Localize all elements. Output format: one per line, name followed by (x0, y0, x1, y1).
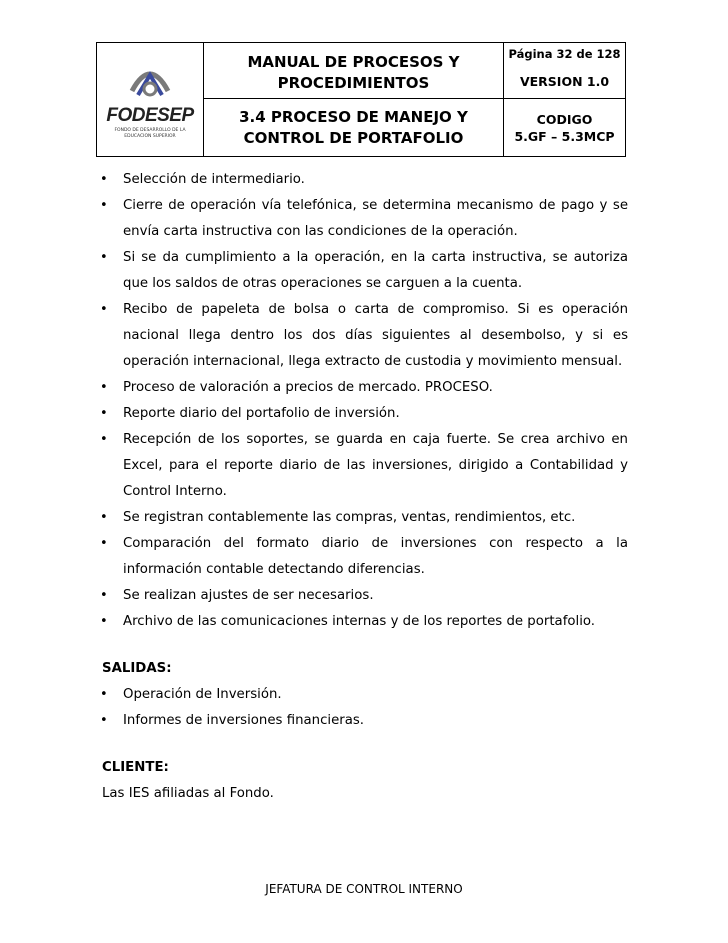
bullet-icon: • (100, 250, 108, 265)
list-item: • Reporte diario del portafolio de inversión. (102, 401, 628, 427)
page-version-cell (504, 43, 625, 99)
list-item: • Si se da cumplimiento a la operación, en la carta instructiva, se autoriza que los saldos de otras operaciones se carguen a la cuenta. (102, 245, 628, 297)
list-item: • Proceso de valoración a precios de mercado. PROCESO. (102, 375, 628, 401)
list-item: • Selección de intermediario. (102, 167, 628, 193)
bullet-icon: • (100, 713, 108, 728)
list-item: • Se registran contablemente las compras, ventas, rendimientos, etc. (102, 505, 628, 531)
subtitle-line-2: CONTROL DE PORTAFOLIO (243, 128, 464, 147)
bullet-icon: • (100, 536, 108, 551)
subtitle-line-1: 3.4 PROCESO DE MANEJO Y (239, 107, 468, 126)
logo-subtext-2: EDUCACION SUPERIOR (124, 133, 176, 139)
list-item: • Archivo de las comunicaciones internas y de los reportes de portafolio. (102, 609, 628, 635)
fodesep-logo-icon (128, 61, 172, 103)
document-header (96, 42, 626, 157)
salidas-list (102, 682, 628, 734)
salidas-heading: SALIDAS: (102, 661, 172, 676)
bullet-icon: • (100, 588, 108, 603)
code-value: 5.GF – 5.3MCP (514, 128, 615, 144)
process-title (204, 99, 504, 156)
list-item: • Informes de inversiones financieras. (102, 708, 628, 734)
code-cell (504, 99, 625, 156)
bullet-icon: • (100, 302, 108, 317)
bullet-icon: • (100, 614, 108, 629)
page-footer: JEFATURA DE CONTROL INTERNO (265, 882, 463, 896)
document-body (102, 167, 628, 807)
bullet-icon: • (100, 687, 108, 702)
list-item: • Recibo de papeleta de bolsa o carta de compromiso. Si es operación nacional llega dentro los dos días siguientes al desembolso, y si es operación internacional, llega extracto de custodia y movimiento mensual. (102, 297, 628, 375)
logo-subtext-1: FONDO DE DESARROLLO DE LA (114, 127, 186, 133)
logo-cell (97, 43, 204, 156)
page-number: Página 32 de 128 (508, 47, 621, 61)
bullet-icon: • (100, 198, 108, 213)
bullet-icon: • (100, 172, 108, 187)
bullet-icon: • (100, 406, 108, 421)
list-item: • Recepción de los soportes, se guarda en caja fuerte. Se crea archivo en Excel, para el reporte diario de las inversiones, dirigido a Contabilidad y Control Interno. (102, 427, 628, 505)
process-steps-list (102, 167, 628, 635)
title-line-2: PROCEDIMIENTOS (277, 73, 430, 92)
bullet-icon: • (100, 380, 108, 395)
bullet-icon: • (100, 510, 108, 525)
list-item: • Operación de Inversión. (102, 682, 628, 708)
list-item: • Cierre de operación vía telefónica, se determina mecanismo de pago y se envía carta instructiva con las condiciones de la operación. (102, 193, 628, 245)
list-item: • Se realizan ajustes de ser necesarios. (102, 583, 628, 609)
manual-title (204, 43, 504, 99)
title-line-1: MANUAL DE PROCESOS Y (247, 52, 460, 71)
list-item: • Comparación del formato diario de inversiones con respecto a la información contable detectando diferencias. (102, 531, 628, 583)
version-label: VERSION 1.0 (519, 74, 610, 89)
code-label: CODIGO (536, 111, 593, 127)
bullet-icon: • (100, 432, 108, 447)
cliente-heading: CLIENTE: (102, 760, 169, 775)
logo-text: FODESEP (106, 104, 194, 126)
cliente-text: Las IES afiliadas al Fondo. (102, 786, 274, 801)
